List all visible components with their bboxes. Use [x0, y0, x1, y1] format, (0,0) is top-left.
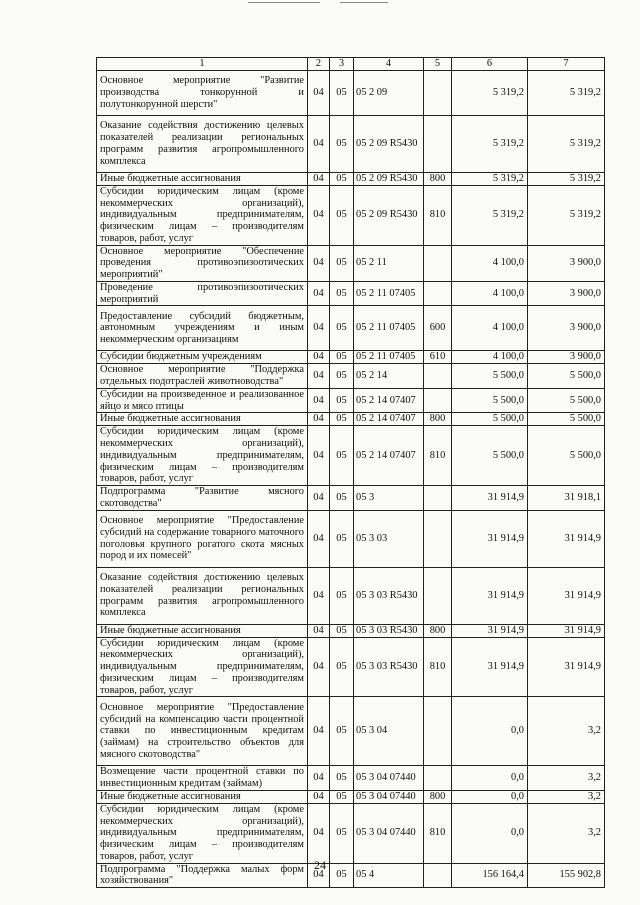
row-expense-type: 800 — [424, 172, 452, 185]
row-value-2: 5 319,2 — [528, 70, 605, 115]
row-target-article: 05 3 04 07440 — [354, 790, 424, 803]
row-value-1: 5 500,0 — [452, 426, 528, 486]
row-subsection: 05 — [330, 510, 354, 567]
row-value-2: 5 319,2 — [528, 115, 605, 172]
row-value-2: 31 914,9 — [528, 624, 605, 637]
row-target-article: 05 2 09 R5430 — [354, 185, 424, 245]
row-target-article: 05 3 03 R5430 — [354, 567, 424, 624]
row-name: Иные бюджетные ассигнования — [97, 172, 308, 185]
row-section: 04 — [308, 185, 330, 245]
header-row — [97, 58, 605, 71]
table-row — [97, 790, 605, 803]
row-expense-type — [424, 70, 452, 115]
row-target-article: 05 2 14 07407 — [354, 388, 424, 413]
table-row — [97, 388, 605, 413]
row-value-2: 31 914,9 — [528, 510, 605, 567]
row-subsection: 05 — [330, 637, 354, 697]
row-subsection: 05 — [330, 863, 354, 888]
row-target-article: 05 2 11 07405 — [354, 306, 424, 351]
row-name: Субсидии на произведенное и реализованное яйцо и мясо птицы — [97, 388, 308, 413]
row-name: Иные бюджетные ассигнования — [97, 790, 308, 803]
top-rule-right — [340, 2, 388, 3]
row-value-2: 3 900,0 — [528, 245, 605, 281]
row-name: Основное мероприятие "Предоставление субсидий на компенсацию части процентной ставки по инвестиционным кредитам (займам) на строительство объектов для мясного скотоводства" — [97, 697, 308, 766]
row-name: Предоставление субсидий бюджетным, автономным учреждениям и иным некоммерческим организациям — [97, 306, 308, 351]
row-section: 04 — [308, 624, 330, 637]
row-section: 04 — [308, 637, 330, 697]
row-section: 04 — [308, 486, 330, 511]
row-value-1: 0,0 — [452, 803, 528, 863]
row-name: Основное мероприятие "Поддержка отдельных подотраслей животноводства" — [97, 364, 308, 389]
row-section: 04 — [308, 115, 330, 172]
table-row — [97, 510, 605, 567]
row-expense-type — [424, 510, 452, 567]
table-row — [97, 426, 605, 486]
table-row — [97, 281, 605, 306]
row-section: 04 — [308, 803, 330, 863]
row-name: Субсидии юридическим лицам (кроме некоммерческих организаций), индивидуальным предпринимателям, физическим лицам – производителям товаров, работ, услуг — [97, 637, 308, 697]
row-expense-type — [424, 245, 452, 281]
row-section: 04 — [308, 426, 330, 486]
row-expense-type: 800 — [424, 790, 452, 803]
row-value-2: 5 500,0 — [528, 364, 605, 389]
table-row — [97, 637, 605, 697]
row-subsection: 05 — [330, 567, 354, 624]
row-value-2: 5 500,0 — [528, 388, 605, 413]
row-value-2: 3 900,0 — [528, 281, 605, 306]
row-subsection: 05 — [330, 766, 354, 791]
row-section: 04 — [308, 281, 330, 306]
row-subsection: 05 — [330, 306, 354, 351]
row-name: Возмещение части процентной ставки по инвестиционным кредитам (займам) — [97, 766, 308, 791]
row-section: 04 — [308, 70, 330, 115]
row-value-1: 4 100,0 — [452, 351, 528, 364]
row-expense-type: 600 — [424, 306, 452, 351]
table-row — [97, 306, 605, 351]
row-value-2: 3 900,0 — [528, 306, 605, 351]
row-target-article: 05 3 — [354, 486, 424, 511]
row-section: 04 — [308, 245, 330, 281]
row-value-2: 5 319,2 — [528, 172, 605, 185]
row-value-2: 31 914,9 — [528, 567, 605, 624]
budget-table — [96, 57, 605, 888]
table-row — [97, 803, 605, 863]
row-target-article: 05 2 11 07405 — [354, 281, 424, 306]
row-section: 04 — [308, 364, 330, 389]
row-section: 04 — [308, 306, 330, 351]
row-value-1: 5 319,2 — [452, 172, 528, 185]
row-expense-type — [424, 388, 452, 413]
header-cell: 3 — [330, 58, 354, 71]
table-body — [97, 70, 605, 887]
table-row — [97, 351, 605, 364]
row-value-1: 5 500,0 — [452, 364, 528, 389]
row-value-1: 4 100,0 — [452, 281, 528, 306]
row-subsection: 05 — [330, 172, 354, 185]
table-row — [97, 115, 605, 172]
row-value-1: 4 100,0 — [452, 306, 528, 351]
row-section: 04 — [308, 567, 330, 624]
row-name: Субсидии бюджетным учреждениям — [97, 351, 308, 364]
row-expense-type — [424, 567, 452, 624]
row-target-article: 05 3 03 — [354, 510, 424, 567]
table-row — [97, 624, 605, 637]
row-target-article: 05 2 14 — [354, 364, 424, 389]
row-target-article: 05 2 14 07407 — [354, 426, 424, 486]
row-expense-type — [424, 364, 452, 389]
row-target-article: 05 3 04 — [354, 697, 424, 766]
top-rule-left — [248, 2, 320, 3]
row-name: Подпрограмма "Развитие мясного скотоводства" — [97, 486, 308, 511]
table-row — [97, 567, 605, 624]
row-target-article: 05 2 09 — [354, 70, 424, 115]
row-subsection: 05 — [330, 245, 354, 281]
row-section: 04 — [308, 172, 330, 185]
row-value-2: 5 319,2 — [528, 185, 605, 245]
row-section: 04 — [308, 790, 330, 803]
row-name: Оказание содействия достижению целевых показателей реализации региональных программ развития агропромышленного комплекса — [97, 567, 308, 624]
table-row — [97, 245, 605, 281]
row-name: Иные бюджетные ассигнования — [97, 413, 308, 426]
row-target-article: 05 2 09 R5430 — [354, 172, 424, 185]
row-target-article: 05 3 03 R5430 — [354, 624, 424, 637]
row-value-1: 5 319,2 — [452, 70, 528, 115]
row-value-2: 5 500,0 — [528, 413, 605, 426]
table-row — [97, 172, 605, 185]
row-subsection: 05 — [330, 486, 354, 511]
row-value-2: 3,2 — [528, 790, 605, 803]
row-name: Оказание содействия достижению целевых показателей реализации региональных программ развития агропромышленного комплекса — [97, 115, 308, 172]
row-expense-type: 810 — [424, 637, 452, 697]
row-expense-type — [424, 766, 452, 791]
row-section: 04 — [308, 351, 330, 364]
row-expense-type: 800 — [424, 413, 452, 426]
row-section: 04 — [308, 388, 330, 413]
row-subsection: 05 — [330, 70, 354, 115]
page-number: 24 — [314, 858, 326, 872]
row-target-article: 05 2 11 — [354, 245, 424, 281]
header-cell: 1 — [97, 58, 308, 71]
row-section: 04 — [308, 510, 330, 567]
row-value-1: 5 500,0 — [452, 388, 528, 413]
row-expense-type — [424, 115, 452, 172]
row-name: Субсидии юридическим лицам (кроме некоммерческих организаций), индивидуальным предпринимателям, физическим лицам – производителям товаров, работ, услуг — [97, 803, 308, 863]
table-row — [97, 185, 605, 245]
row-value-2: 31 918,1 — [528, 486, 605, 511]
row-expense-type: 810 — [424, 426, 452, 486]
row-value-1: 5 319,2 — [452, 185, 528, 245]
row-expense-type: 810 — [424, 185, 452, 245]
row-value-1: 156 164,4 — [452, 863, 528, 888]
row-target-article: 05 3 03 R5430 — [354, 637, 424, 697]
row-value-2: 5 500,0 — [528, 426, 605, 486]
row-subsection: 05 — [330, 351, 354, 364]
row-subsection: 05 — [330, 185, 354, 245]
row-value-1: 31 914,9 — [452, 567, 528, 624]
row-target-article: 05 4 — [354, 863, 424, 888]
row-value-1: 0,0 — [452, 766, 528, 791]
row-value-2: 31 914,9 — [528, 637, 605, 697]
row-section: 04 — [308, 697, 330, 766]
row-value-1: 31 914,9 — [452, 637, 528, 697]
row-value-2: 3,2 — [528, 766, 605, 791]
row-value-2: 3,2 — [528, 803, 605, 863]
row-subsection: 05 — [330, 281, 354, 306]
table-row — [97, 486, 605, 511]
row-value-1: 5 319,2 — [452, 115, 528, 172]
row-target-article: 05 3 04 07440 — [354, 766, 424, 791]
row-expense-type: 800 — [424, 624, 452, 637]
row-target-article: 05 2 11 07405 — [354, 351, 424, 364]
header-cell: 4 — [354, 58, 424, 71]
row-value-1: 5 500,0 — [452, 413, 528, 426]
table-row — [97, 697, 605, 766]
header-cell: 6 — [452, 58, 528, 71]
row-value-1: 0,0 — [452, 697, 528, 766]
row-expense-type: 610 — [424, 351, 452, 364]
table-row — [97, 413, 605, 426]
table-row — [97, 364, 605, 389]
row-subsection: 05 — [330, 426, 354, 486]
row-expense-type: 810 — [424, 803, 452, 863]
row-section: 04 — [308, 863, 330, 888]
row-subsection: 05 — [330, 790, 354, 803]
row-expense-type — [424, 281, 452, 306]
row-name: Основное мероприятие "Обеспечение проведения противоэпизоотических мероприятий" — [97, 245, 308, 281]
row-value-2: 155 902,8 — [528, 863, 605, 888]
row-expense-type — [424, 486, 452, 511]
row-name: Основное мероприятие "Развитие производства тонкорунной и полутонкорунной шерсти" — [97, 70, 308, 115]
table-row — [97, 766, 605, 791]
row-value-1: 31 914,9 — [452, 486, 528, 511]
row-section: 04 — [308, 413, 330, 426]
header-cell: 5 — [424, 58, 452, 71]
row-section: 04 — [308, 766, 330, 791]
row-name: Основное мероприятие "Предоставление субсидий на содержание товарного маточного поголовья крупного рогатого скота мясных пород и их помесей" — [97, 510, 308, 567]
row-value-1: 31 914,9 — [452, 624, 528, 637]
row-subsection: 05 — [330, 413, 354, 426]
row-value-2: 3,2 — [528, 697, 605, 766]
row-value-1: 31 914,9 — [452, 510, 528, 567]
row-subsection: 05 — [330, 388, 354, 413]
row-name: Субсидии юридическим лицам (кроме некоммерческих организаций), индивидуальным предпринимателям, физическим лицам – производителям товаров, работ, услуг — [97, 426, 308, 486]
table-row — [97, 70, 605, 115]
row-name: Подпрограмма "Поддержка малых форм хозяйствования" — [97, 863, 308, 888]
row-target-article: 05 2 09 R5430 — [354, 115, 424, 172]
row-target-article: 05 3 04 07440 — [354, 803, 424, 863]
row-expense-type — [424, 697, 452, 766]
row-subsection: 05 — [330, 364, 354, 389]
row-value-2: 3 900,0 — [528, 351, 605, 364]
row-subsection: 05 — [330, 115, 354, 172]
row-name: Проведение противоэпизоотических мероприятий — [97, 281, 308, 306]
row-name: Субсидии юридическим лицам (кроме некоммерческих организаций), индивидуальным предпринимателям, физическим лицам – производителям товаров, работ, услуг — [97, 185, 308, 245]
row-subsection: 05 — [330, 697, 354, 766]
row-name: Иные бюджетные ассигнования — [97, 624, 308, 637]
row-value-1: 0,0 — [452, 790, 528, 803]
row-subsection: 05 — [330, 803, 354, 863]
row-subsection: 05 — [330, 624, 354, 637]
row-value-1: 4 100,0 — [452, 245, 528, 281]
header-cell: 7 — [528, 58, 605, 71]
header-cell: 2 — [308, 58, 330, 71]
row-target-article: 05 2 14 07407 — [354, 413, 424, 426]
